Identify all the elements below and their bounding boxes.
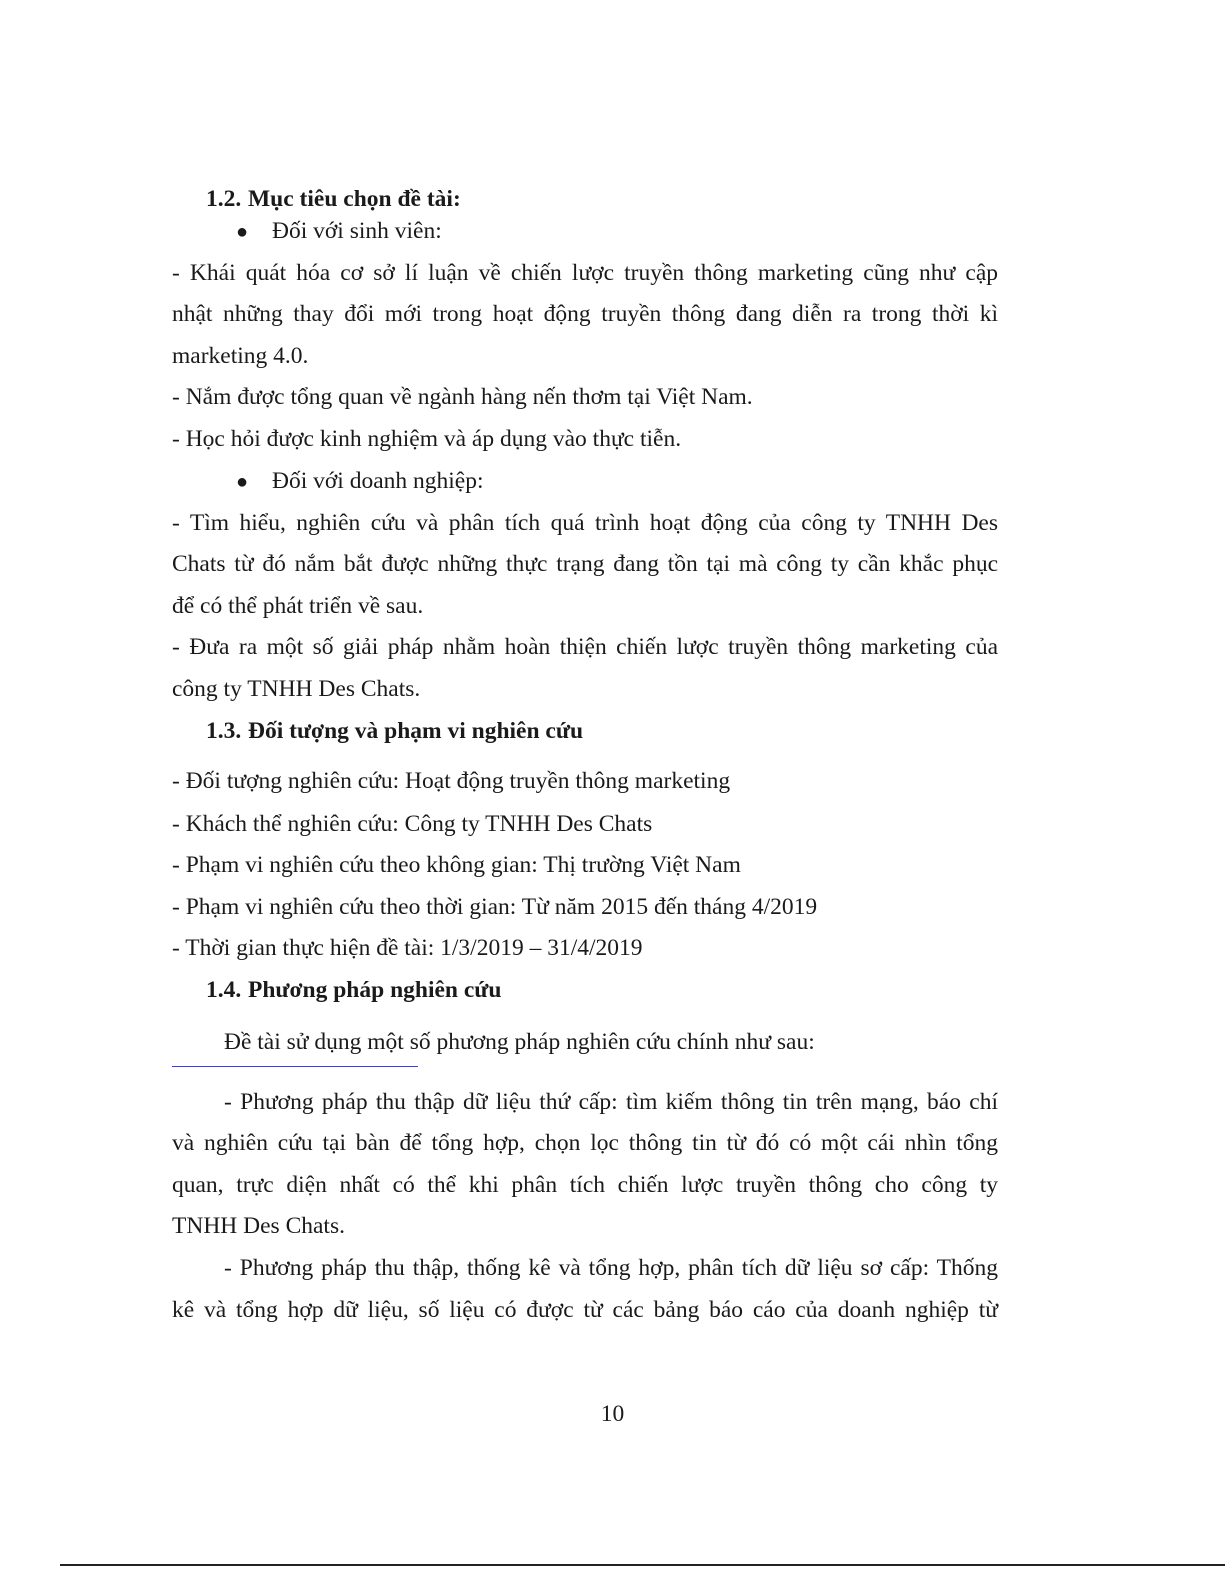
paragraph-line: - Tìm hiểu, nghiên cứu và phân tích quá trình hoạt động của công ty TNHH Des: [172, 510, 998, 536]
heading-number: 1.4.: [206, 977, 242, 1003]
paragraph-line: - Phương pháp thu thập dữ liệu thứ cấp: tìm kiếm thông tin trên mạng, báo chí: [224, 1089, 998, 1115]
paragraph-line: kê và tổng hợp dữ liệu, số liệu có được từ các bảng báo cáo của doanh nghiệp từ: [172, 1297, 998, 1323]
paragraph-line: - Phạm vi nghiên cứu theo không gian: Thị trường Việt Nam: [172, 852, 741, 878]
paragraph-line: - Phạm vi nghiên cứu theo thời gian: Từ năm 2015 đến tháng 4/2019: [172, 894, 818, 920]
paragraph-line: - Đưa ra một số giải pháp nhằm hoàn thiện chiến lược truyền thông marketing của: [172, 634, 998, 660]
paragraph-line: công ty TNHH Des Chats.: [172, 676, 421, 702]
paragraph-line: nhật những thay đổi mới trong hoạt động truyền thông đang diễn ra trong thời kì: [172, 301, 998, 327]
page-number: 10: [600, 1401, 625, 1427]
bullet-business: [236, 466, 1062, 497]
paragraph-line: - Khái quát hóa cơ sở lí luận về chiến lược truyền thông marketing cũng như cập: [172, 260, 998, 286]
bullet-label: Đối với sinh viên:: [272, 218, 442, 244]
paragraph-line: - Đối tượng nghiên cứu: Hoạt động truyền thông marketing: [172, 768, 731, 794]
paragraph-line: TNHH Des Chats.: [172, 1213, 345, 1239]
paragraph-line: Chats từ đó nắm bắt được những thực trạng đang tồn tại mà công ty cần khắc phục: [172, 551, 998, 577]
paragraph-line: - Học hỏi được kinh nghiệm và áp dụng vào thực tiễn.: [172, 426, 682, 452]
heading-number: 1.3.: [206, 718, 242, 744]
paragraph-line: - Phương pháp thu thập, thống kê và tổng hợp, phân tích dữ liệu sơ cấp: Thống: [224, 1255, 998, 1281]
heading-number: 1.2.: [206, 186, 242, 212]
bullet-icon: ●: [236, 471, 249, 493]
heading-title: Mục tiêu chọn đề tài:: [248, 186, 461, 212]
paragraph-line: và nghiên cứu tại bàn để tổng hợp, chọn lọc thông tin từ đó có một cái nhìn tổng: [172, 1130, 998, 1156]
paragraph-line: quan, trực diện nhất có thể khi phân tích chiến lược truyền thông cho công ty: [172, 1172, 998, 1198]
blue-underline: [172, 1066, 418, 1067]
paragraph-line: marketing 4.0.: [172, 343, 309, 369]
paragraph-line: - Thời gian thực hiện đề tài: 1/3/2019 – 31/4/2019: [172, 935, 643, 961]
intro-line: Đề tài sử dụng một số phương pháp nghiên cứu chính như sau:: [224, 1029, 815, 1055]
heading-title: Phương pháp nghiên cứu: [248, 977, 502, 1003]
paragraph-line: - Nắm được tổng quan về ngành hàng nến thơm tại Việt Nam.: [172, 384, 753, 410]
bullet-icon: ●: [236, 221, 249, 243]
paragraph-line: để có thể phát triển về sau.: [172, 593, 424, 619]
bullet-label: Đối với doanh nghiệp:: [272, 468, 484, 494]
bottom-divider: [60, 1564, 1225, 1566]
heading-title: Đối tượng và phạm vi nghiên cứu: [248, 718, 584, 744]
paragraph-line: - Khách thể nghiên cứu: Công ty TNHH Des Chats: [172, 811, 653, 837]
heading-1-4: [206, 975, 1032, 1005]
bullet-students: [236, 216, 1062, 247]
heading-1-3: [206, 716, 1032, 746]
heading-1-2: [206, 184, 1032, 214]
